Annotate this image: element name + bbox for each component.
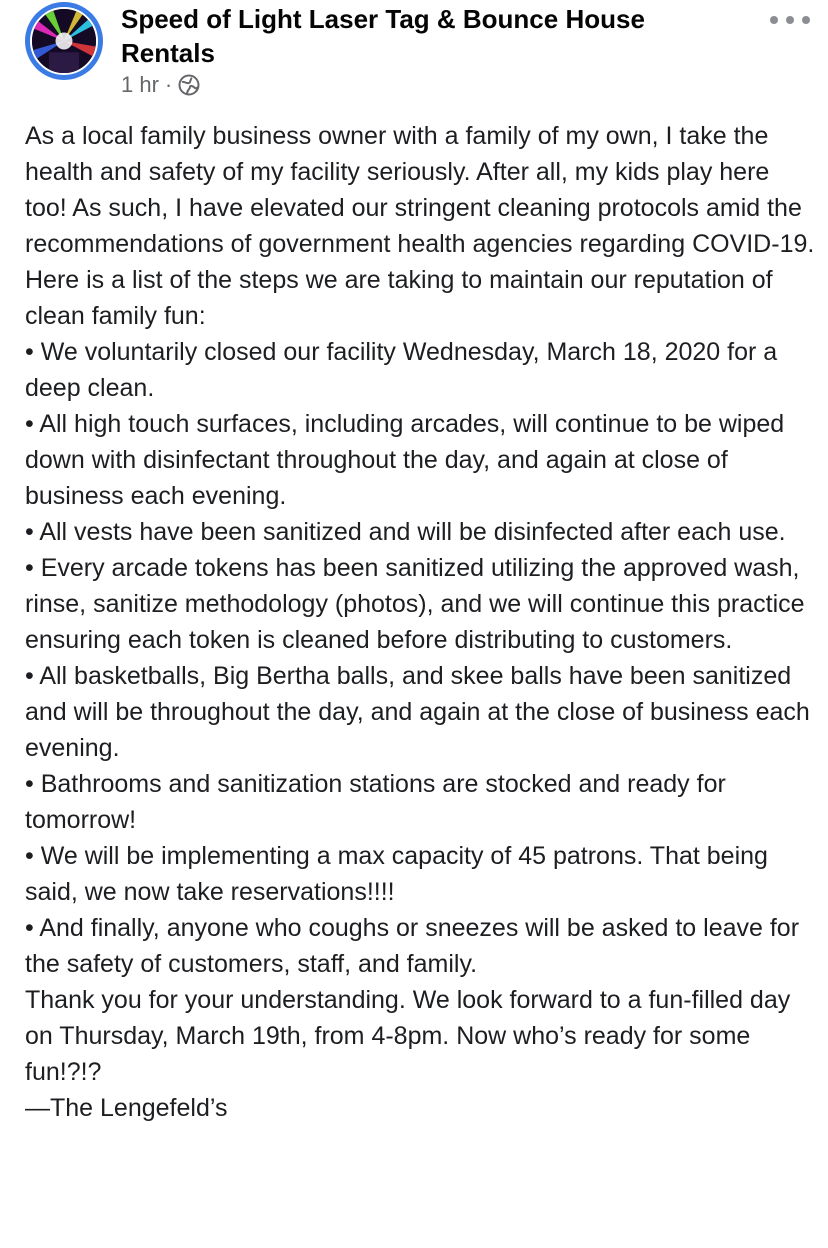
avatar[interactable] — [25, 2, 103, 80]
list-item: • And finally, anyone who coughs or sneezes will be asked to leave for the safety of customers, staff, and family. — [25, 914, 800, 978]
list-item: • We voluntarily closed our facility Wednesday, March 18, 2020 for a deep clean. — [25, 338, 778, 402]
more-horizontal-icon — [786, 16, 794, 24]
meta-separator: · — [164, 72, 173, 97]
more-options-button[interactable] — [770, 6, 810, 34]
more-horizontal-icon — [802, 16, 810, 24]
laser-logo-icon — [32, 9, 96, 73]
avatar-image — [30, 7, 98, 75]
globe-icon[interactable] — [178, 74, 200, 96]
list-item: • We will be implementing a max capacity of 45 patrons. That being said, we now take reservations!!!! — [25, 842, 768, 906]
list-item: • All high touch surfaces, including arcades, will continue to be wiped down with disinfectant throughout the day, and again at close of business each evening. — [25, 410, 785, 510]
post-closing: Thank you for your understanding. We look forward to a fun-filled day on Thursday, March 19th, from 4-8pm. Now who’s ready for some fun!?!? — [25, 986, 791, 1086]
list-item: • Every arcade tokens has been sanitized utilizing the approved wash, rinse, sanitize methodology (photos), and we will continue this practice ensuring each token is cleaned before distributing to customers. — [25, 554, 805, 654]
post-body — [25, 118, 815, 1126]
post-meta — [121, 72, 200, 98]
post-header — [0, 0, 828, 112]
list-item: • All basketballs, Big Bertha balls, and skee balls have been sanitized and will be throughout the day, and again at the close of business each evening. — [25, 662, 810, 762]
post-signature: —The Lengefeld’s — [25, 1094, 228, 1122]
page-name[interactable]: Speed of Light Laser Tag & Bounce House Rentals — [121, 4, 645, 68]
list-item: • All vests have been sanitized and will be disinfected after each use. — [25, 518, 786, 546]
list-item: • Bathrooms and sanitization stations are stocked and ready for tomorrow! — [25, 770, 726, 834]
post-intro: As a local family business owner with a family of my own, I take the health and safety of my facility seriously. After all, my kids play here too! As such, I have elevated our stringent cleaning protocols amid the recommendations of government health agencies regarding COVID-19. Here is a list of the steps we are taking to maintain our reputation of clean family fun: — [25, 122, 815, 330]
post-timestamp[interactable]: 1 hr — [121, 72, 159, 97]
more-horizontal-icon — [770, 16, 778, 24]
